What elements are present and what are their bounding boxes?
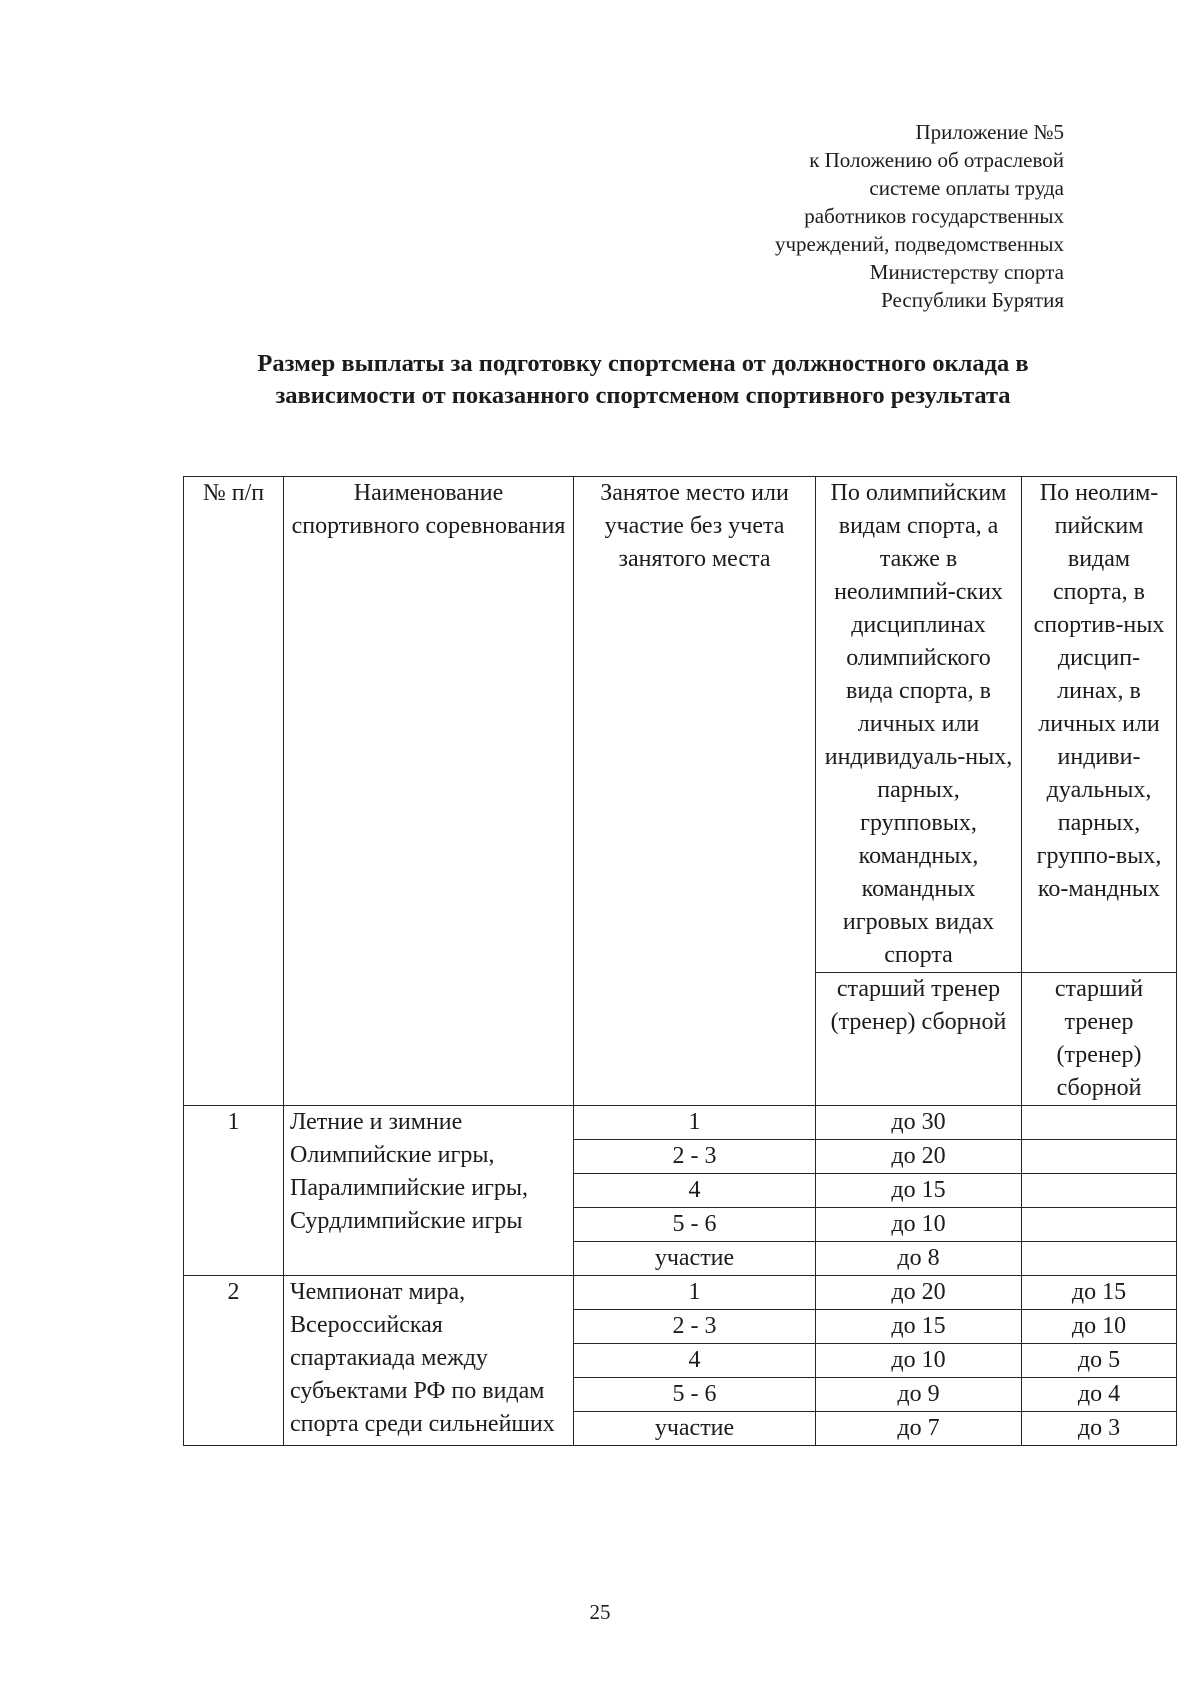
olympic-value-cell: до 15 (816, 1310, 1022, 1344)
appendix-line: учреждений, подведомственных (774, 232, 1064, 256)
table-row (184, 1106, 1177, 1140)
non-olympic-value-cell: до 3 (1022, 1412, 1177, 1446)
non-olympic-value-cell (1022, 1106, 1177, 1140)
header-non-olympic-sports: По неолим-пийским видам спорта, в спортив-ных дисцип-линах, в личных или индиви-дуальных, парных, группо-вых, ко-мандных (1022, 477, 1177, 973)
olympic-value-cell: до 30 (816, 1106, 1022, 1140)
non-olympic-value-cell (1022, 1208, 1177, 1242)
olympic-value-cell: до 10 (816, 1208, 1022, 1242)
olympic-value-cell: до 15 (816, 1174, 1022, 1208)
place-cell: 4 (574, 1344, 816, 1378)
olympic-value-cell: до 20 (816, 1140, 1022, 1174)
competition-name: Чемпионат мира, Всероссийская спартакиада между субъектами РФ по видам спорта среди сильнейших (284, 1276, 574, 1446)
appendix-line: работников государственных (804, 204, 1064, 228)
place-cell: участие (574, 1242, 816, 1276)
place-cell: участие (574, 1412, 816, 1446)
place-cell: 5 - 6 (574, 1378, 816, 1412)
document-title-line: зависимости от показанного спортсменом спортивного результата (275, 382, 1011, 409)
appendix-line: к Положению об отраслевой (809, 148, 1064, 172)
olympic-value-cell: до 9 (816, 1378, 1022, 1412)
non-olympic-value-cell (1022, 1140, 1177, 1174)
appendix-line: системе оплаты труда (869, 176, 1064, 200)
header-trainer-non-olympic: старший тренер (тренер) сборной (1022, 973, 1177, 1106)
table-header-row (184, 477, 1177, 973)
row-number: 1 (184, 1106, 284, 1276)
non-olympic-value-cell: до 4 (1022, 1378, 1177, 1412)
non-olympic-value-cell: до 10 (1022, 1310, 1177, 1344)
header-trainer-olympic: старший тренер (тренер) сборной (816, 973, 1022, 1106)
header-place: Занятое место или участие без учета занятого места (574, 477, 816, 1106)
appendix-line: Министерству спорта (869, 260, 1064, 284)
appendix-line: Приложение №5 (915, 120, 1064, 144)
page-number: 25 (589, 1600, 611, 1624)
row-number: 2 (184, 1276, 284, 1446)
header-number: № п/п (184, 477, 284, 1106)
table-row (184, 1276, 1177, 1310)
header-competition-name: Наименование спортивного соревнования (284, 477, 574, 1106)
place-cell: 2 - 3 (574, 1310, 816, 1344)
olympic-value-cell: до 10 (816, 1344, 1022, 1378)
non-olympic-value-cell: до 5 (1022, 1344, 1177, 1378)
header-olympic-sports: По олимпийским видам спорта, а также в неолимпий-ских дисциплинах олимпийского вида спорта, в личных или индивидуаль-ных, парных, групповых, командных, командных игровых видах спорта (816, 477, 1022, 973)
document-title-line: Размер выплаты за подготовку спортсмена от должностного оклада в (257, 350, 1029, 377)
non-olympic-value-cell: до 15 (1022, 1276, 1177, 1310)
competition-name: Летние и зимние Олимпийские игры, Паралимпийские игры, Сурдлимпийские игры (284, 1106, 574, 1276)
place-cell: 1 (574, 1106, 816, 1140)
place-cell: 5 - 6 (574, 1208, 816, 1242)
place-cell: 1 (574, 1276, 816, 1310)
place-cell: 4 (574, 1174, 816, 1208)
place-cell: 2 - 3 (574, 1140, 816, 1174)
appendix-block (775, 118, 1064, 314)
olympic-value-cell: до 8 (816, 1242, 1022, 1276)
appendix-line: Республики Бурятия (881, 288, 1064, 312)
non-olympic-value-cell (1022, 1242, 1177, 1276)
non-olympic-value-cell (1022, 1174, 1177, 1208)
payment-table (183, 476, 1177, 1446)
document-title (150, 348, 1136, 412)
olympic-value-cell: до 7 (816, 1412, 1022, 1446)
olympic-value-cell: до 20 (816, 1276, 1022, 1310)
